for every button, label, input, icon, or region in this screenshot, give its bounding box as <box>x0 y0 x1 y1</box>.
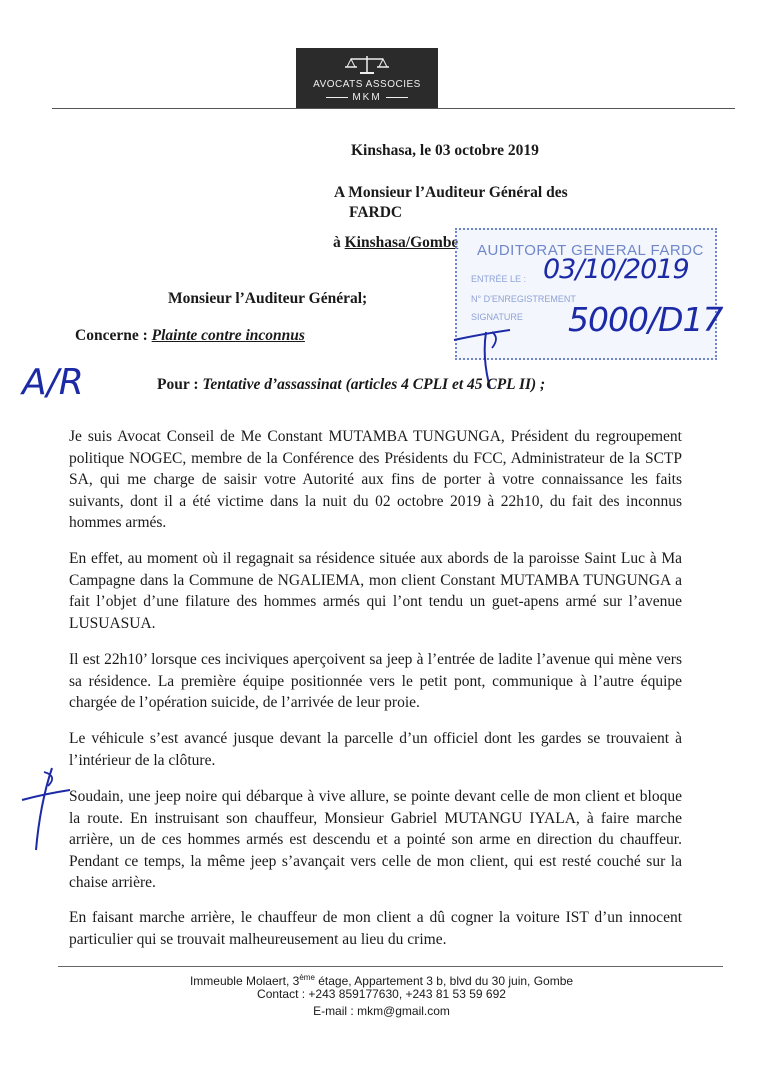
purpose-label: Pour : <box>157 376 203 393</box>
stamp-handwritten-date: 03/10/2019 <box>543 254 689 285</box>
date-line: Kinshasa, le 03 octobre 2019 <box>351 142 539 159</box>
scales-of-justice-icon <box>296 54 438 76</box>
footer-divider <box>58 966 723 967</box>
purpose-line <box>157 376 545 394</box>
stamp-signature-label: SIGNATURE <box>471 312 523 322</box>
footer-address-end: étage, Appartement 3 b, blvd du 30 juin, Gombe <box>314 974 574 988</box>
header-divider <box>52 108 735 109</box>
subject-line <box>75 327 305 345</box>
recipient-place-prefix: à <box>333 234 345 251</box>
stamp-title: AUDITORAT GENERAL FARDC <box>477 242 704 259</box>
firm-initials: MKM <box>296 92 438 103</box>
footer-contact: Contact : +243 859177630, +243 81 53 59 692 <box>257 987 506 1001</box>
subject-value: Plainte contre inconnus <box>151 327 305 344</box>
firm-logo <box>296 48 438 108</box>
firm-name: AVOCATS ASSOCIES <box>313 79 421 90</box>
body-paragraph: Il est 22h10’ lorsque ces inciviques aperçoivent sa jeep à l’entrée de ladite l’avenue qui mène vers sa résidence. La première équipe positionnée vers le petit pont, communique à l’autre équipe chargée de l’opération suicide, de l’arrivée de leur proie. <box>69 651 682 711</box>
recipient-line-1: A Monsieur l’Auditeur Général des <box>334 184 568 201</box>
stamp-registration-label: N° D'ENREGISTREMENT <box>471 294 576 304</box>
subject-label: Concerne : <box>75 327 152 344</box>
body-paragraph: Je suis Avocat Conseil de Me Constant MUTAMBA TUNGUNGA, Président du regroupement politique NOGEC, membre de la Conférence des Présidents du FCC, Administrateur de la SCTP SA, qui me charge de saisir votre Autorité aux fins de porter à votre connaissance les faits suivants, dont il a été victime dans la nuit du 02 octobre 2019 à 22h10, du fait des inconnus hommes armés. <box>69 428 682 531</box>
salutation: Monsieur l’Auditeur Général; <box>168 290 368 307</box>
recipient-place-name: Kinshasa/Gombe <box>344 234 459 251</box>
handwritten-annotation: A/R <box>22 362 84 403</box>
body-paragraph: Soudain, une jeep noire qui débarque à vive allure, se pointe devant celle de mon client et bloque la route. En instruisant son chauffeur, Monsieur Gabriel MUTANGU IYALA, à faire marche arrière, un de ces hommes armés est descendu et a pointé son arme en direction du chauffeur. Pendant ce temps, la même jeep s’avançait vers celle de mon client, qui est resté couché sur la chaise arrière. <box>69 788 682 891</box>
body-paragraph: Le véhicule s’est avancé jusque devant la parcelle d’un officiel dont les gardes se trouvaient à l’intérieur de la clôture. <box>69 730 682 769</box>
stamp-handwritten-number: 5000/D17 <box>568 300 723 339</box>
recipient-place <box>333 234 458 252</box>
footer-address-start: Immeuble Molaert, 3 <box>189 974 300 988</box>
footer-floor-suffix: ème <box>299 973 315 982</box>
purpose-value: Tentative d’assassinat (articles 4 CPLI et 45 CPL II) ; <box>202 376 546 393</box>
body-paragraph: En faisant marche arrière, le chauffeur de mon client a dû cogner la voiture IST d’un innocent particulier qui se trouvait malheureusement au lieu du crime. <box>69 909 682 948</box>
body-paragraph: En effet, au moment où il regagnait sa résidence située aux abords de la paroisse Saint Luc à Ma Campagne dans la Commune de NGALIEMA, mon client Constant MUTAMBA TUNGUNGA a fait l’objet d’une filature des hommes armés qui l’ont tendu un guet-apens armé sur l’avenue LUSUASUA. <box>69 550 682 632</box>
recipient-line-2: FARDC <box>349 204 403 221</box>
margin-pen-mark <box>14 764 78 854</box>
stamp-entry-label: ENTRÉE LE : <box>471 274 527 284</box>
footer-email: E-mail : mkm@gmail.com <box>313 1004 450 1018</box>
